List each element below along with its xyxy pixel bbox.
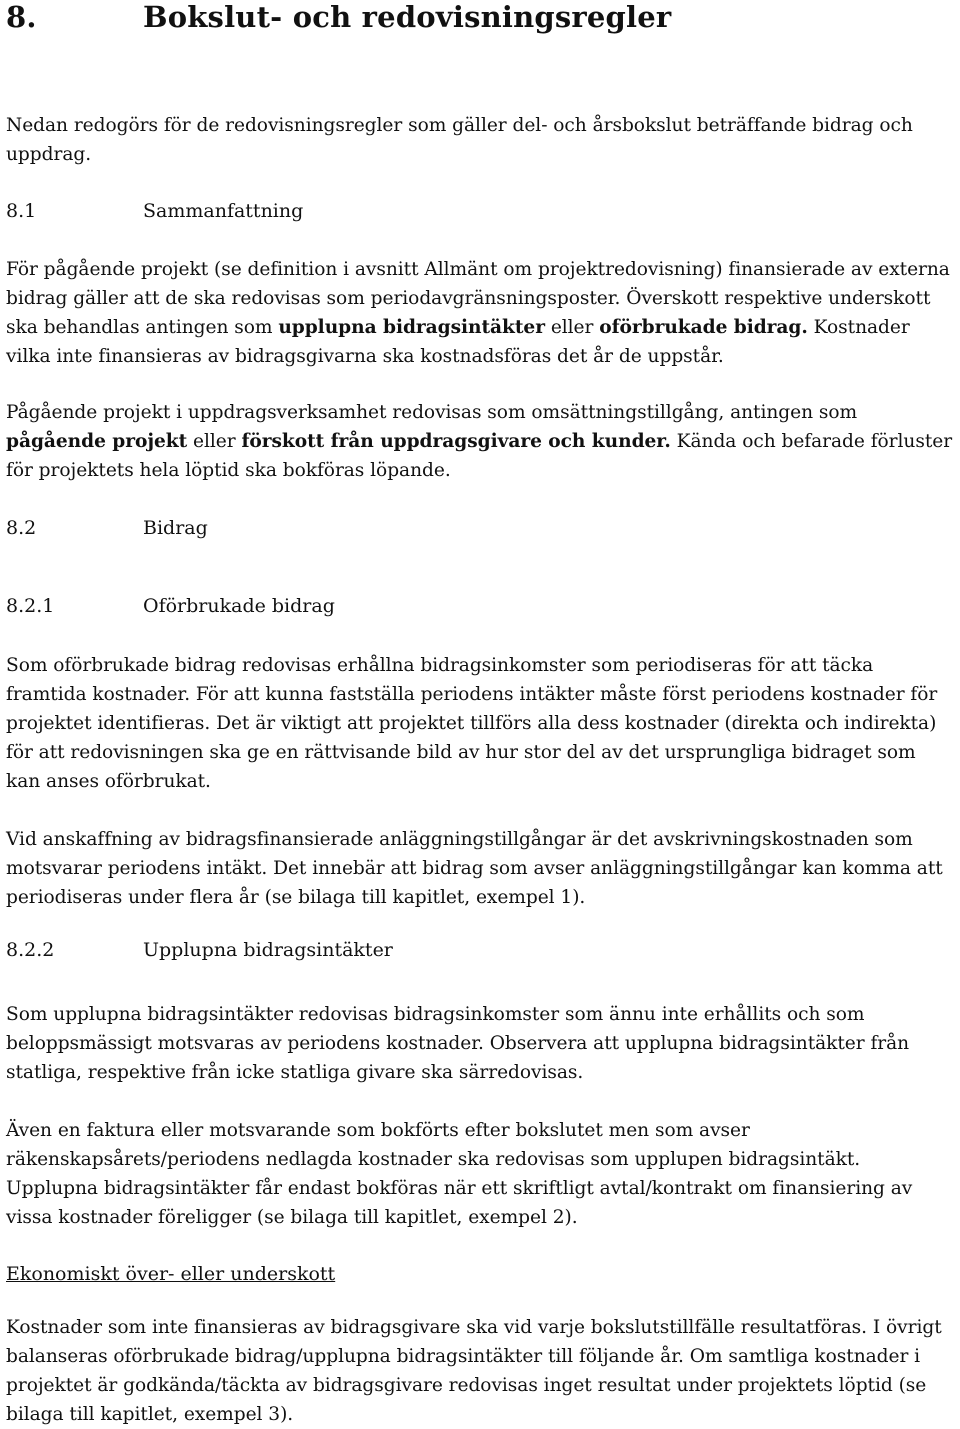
paragraph-8-2-1-a: Som oförbrukade bidrag redovisas erhållna bidragsinkomster som periodiseras för att täcka framtida kostnader. För att kunna fastställa periodens intäkter måste först periodens kostnader för projektet identifieras. Det är viktigt att projektet tillförs alla dess kostnader (direkta och indirekta) för att redovisningen ska ge en rättvisande bild av hur stor del av det ursprungliga bidraget som kan anses oförbrukat. [6,655,938,792]
section-title: Bidrag [143,517,208,539]
paragraph-8-2-2-b: Även en faktura eller motsvarande som bokförts efter bokslutet men som avser räkenskapsårets/periodens nedlagda kostnader ska redovisas som upplupen bidragsintäkt. Upplupna bidragsintäkter får endast bokföras när ett skriftligt avtal/kontrakt om finansiering av vissa kostnader föreligger (se bilaga till kapitlet, exempel 2). [6,1120,913,1228]
section-number: 8.2.1 [6,595,55,617]
section-heading-8-2-2 [6,936,954,965]
subheading-ekonomiskt: Ekonomiskt över- eller underskott [6,1263,336,1285]
section-heading-8-2-1 [6,592,954,621]
paragraph-8-1-b: Pågående projekt i uppdragsverksamhet redovisas som omsättningstillgång, antingen som pågående projekt eller förskott från uppdragsgivare och kunder. Kända och befarade förluster för projektets hela löptid ska bokföras löpande. [6,402,953,481]
section-heading-8-2 [6,514,954,543]
section-number: 8.2.2 [6,939,55,961]
section-title: Sammanfattning [143,200,304,222]
bold-term: pågående projekt [6,431,188,452]
paragraph-ekonomiskt: Kostnader som inte finansieras av bidragsgivare ska vid varje bokslutstillfälle resultatföras. I övrigt balanseras oförbrukade bidrag/upplupna bidragsintäkter till följande år. Om samtliga kostnader i projektet är godkända/täckta av bidragsgivare redovisas inget resultat under projektets löptid (se bilaga till kapitlet, exempel 3). [6,1317,942,1425]
section-title: Oförbrukade bidrag [143,595,335,617]
bold-term: förskott från uppdragsgivare och kunder. [241,431,671,452]
chapter-title: Bokslut- och redovisningsregler [143,0,672,34]
paragraph-8-2-2-a: Som upplupna bidragsintäkter redovisas bidragsinkomster som ännu inte erhållits och som beloppsmässigt motsvaras av periodens kostnader. Observera att upplupna bidragsintäkter från statliga, respektive från icke statliga givare ska särredovisas. [6,1004,910,1083]
bold-term: oförbrukade bidrag. [599,317,808,338]
section-title: Upplupna bidragsintäkter [143,939,393,961]
chapter-number: 8. [6,0,37,34]
section-number: 8.2 [6,517,37,539]
bold-term: upplupna bidragsintäkter [278,317,545,338]
paragraph-8-1-a: För pågående projekt (se definition i avsnitt Allmänt om projektredovisning) finansierade av externa bidrag gäller att de ska redovisas som periodavgränsningsposter. Överskott respektive underskott ska behandlas antingen som upplupna bidragsintäkter eller oförbrukade bidrag. Kostnader vilka inte finansieras av bidragsgivarna ska kostnadsföras det år de uppstår. [6,259,950,367]
section-heading-8-1 [6,197,954,226]
section-number: 8.1 [6,200,37,222]
chapter-heading [6,0,954,34]
paragraph-8-2-1-b: Vid anskaffning av bidragsfinansierade anläggningstillgångar är det avskrivningskostnaden som motsvarar periodens intäkt. Det innebär att bidrag som avser anläggningstillgångar kan komma att periodiseras under flera år (se bilaga till kapitlet, exempel 1). [6,829,943,908]
intro-paragraph: Nedan redogörs för de redovisningsregler som gäller del- och årsbokslut beträffande bidrag och uppdrag. [6,115,913,165]
